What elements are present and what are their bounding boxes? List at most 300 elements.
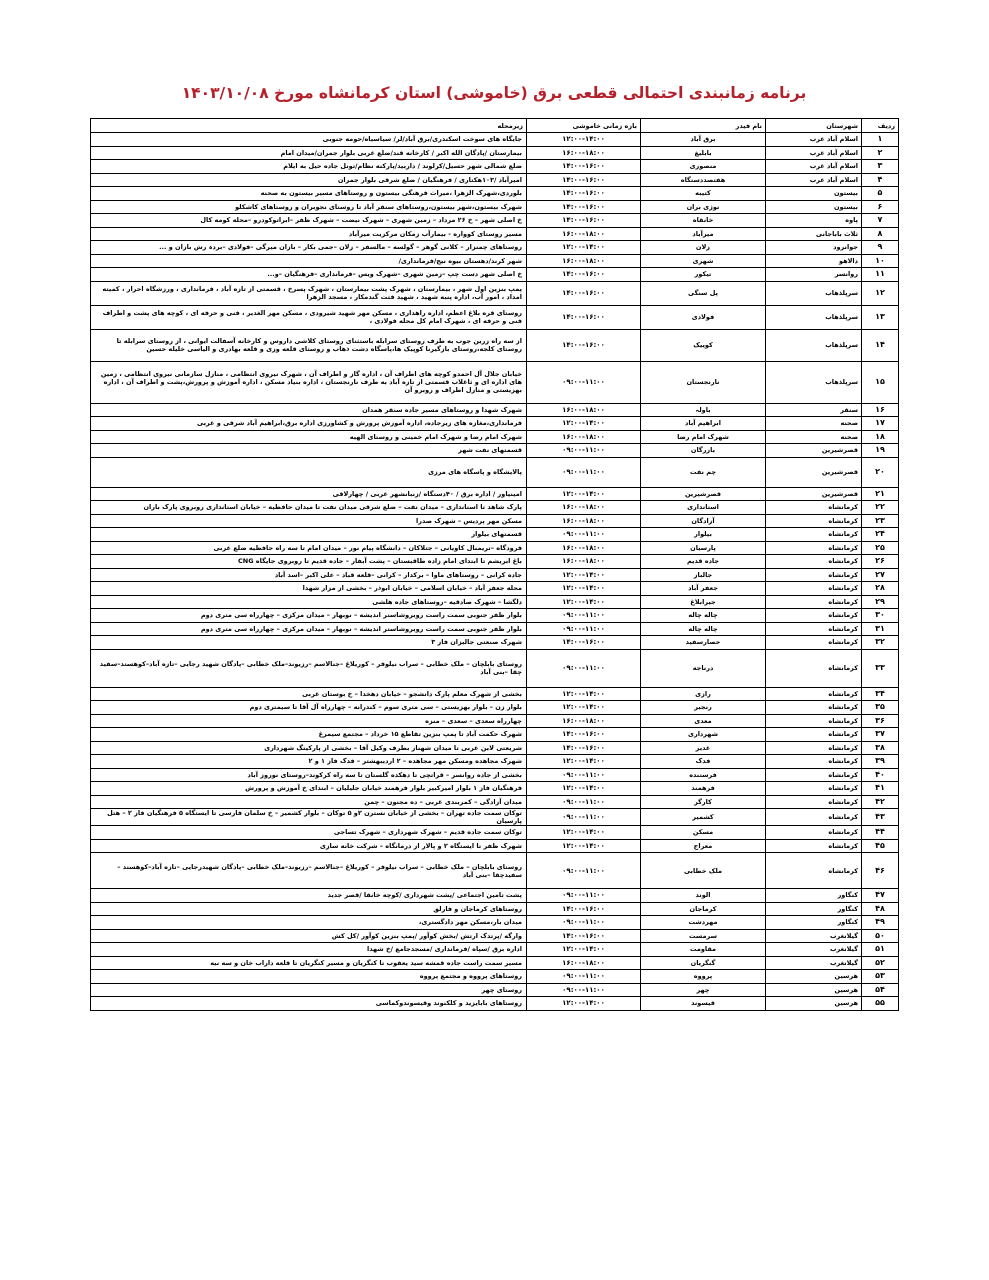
cell-area: پمپ بنزین اول شهر ، بیمارستان ، شهرک پشت بیمارستان ، شهرک پسرخ ، قسمتی از تازه آباد ، فرمانداری ، ورزشگاه احرار ، کمیته امداد ، امور آب، اداره پنبه شهید ، شهید فتت گندمکار ، مسجد الزهرا xyxy=(91,281,527,305)
cell-idx: ۲۴ xyxy=(862,528,899,542)
cell-feeder: فدک xyxy=(641,755,766,769)
cell-time: ۱۴:۰۰-۱۶:۰۰ xyxy=(527,329,641,361)
cell-idx: ۲۲ xyxy=(862,501,899,515)
table-row xyxy=(91,281,899,305)
cell-feeder: بابلیغ xyxy=(641,146,766,160)
cell-idx: ۳۷ xyxy=(862,728,899,742)
cell-time: ۰۹:۰۰-۱۱:۰۰ xyxy=(527,444,641,458)
cell-area: ضلع شمالی شهر حسیل/کرلوند / داربید/پارکنه نظام/تونل جاده حیل به ایلام xyxy=(91,160,527,174)
cell-idx: ۲۸ xyxy=(862,582,899,596)
cell-feeder: قیسوند xyxy=(641,997,766,1011)
table-row xyxy=(91,755,899,769)
table-row xyxy=(91,649,899,687)
cell-city: کرمانشاه xyxy=(766,782,862,796)
cell-idx: ۵۳ xyxy=(862,970,899,984)
cell-idx: ۴۰ xyxy=(862,768,899,782)
table-row xyxy=(91,487,899,501)
cell-feeder: الوند xyxy=(641,889,766,903)
cell-idx: ۵۱ xyxy=(862,943,899,957)
cell-area: بلوار ظفر جنوبی سمت راست روبروشاستر اندیشه – نوبهار – میدان مرکزی – چهارراه سی متری دوم xyxy=(91,609,527,623)
cell-city: کرمانشاه xyxy=(766,826,862,840)
cell-time: ۰۹:۰۰-۱۱:۰۰ xyxy=(527,528,641,542)
table-row xyxy=(91,555,899,569)
cell-idx: ۵۵ xyxy=(862,997,899,1011)
cell-city: کرمانشاه xyxy=(766,687,862,701)
cell-city: کنگاور xyxy=(766,889,862,903)
cell-feeder: باولہ xyxy=(641,403,766,417)
cell-feeder: گنگریان xyxy=(641,956,766,970)
cell-area: روستای قره بلاغ اعظم، اداره راهداری ، مسکن مهر شهید شیرودی ، مسکن مهر الغدیر ، فنی و حرفه ای ، کوچه های پشت و اطراف فنی و حرفه ای ، شهرک امام کل محله فولادی ، xyxy=(91,305,527,329)
cell-time: ۱۲:۰۰-۱۴:۰۰ xyxy=(527,826,641,840)
cell-city: بیستون xyxy=(766,187,862,201)
cell-area: مسیر روستای کوواره - بیمارآب زمکان مرکزیت میرآباد xyxy=(91,227,527,241)
cell-area: خ اصلی شهر – خ ۲۶ مرداد – زمین شهری – شهرک نیضت – شهرک ظفر –ابراتوکودرو –محله کومه کال xyxy=(91,214,527,228)
cell-feeder: نارنجستان xyxy=(641,361,766,403)
cell-time: ۱۶:۰۰-۱۸:۰۰ xyxy=(527,541,641,555)
cell-feeder: پل سنگی xyxy=(641,281,766,305)
table-row xyxy=(91,214,899,228)
cell-city: کرمانشاه xyxy=(766,609,862,623)
table-row xyxy=(91,970,899,984)
cell-city: کرمانشاه xyxy=(766,795,862,809)
cell-area: توکان سمت جاده تهران – بخشی از خیابان نسترن ۲و ۵ توکان – بلوار کشمیر – خ سلمان فارسی تا ایستگاه ۵ فرهنگیان فاز ۲ – هتل پارسیان xyxy=(91,809,527,826)
cell-time: ۰۹:۰۰-۱۱:۰۰ xyxy=(527,970,641,984)
cell-feeder: مقاومت xyxy=(641,943,766,957)
cell-area: فرمانداری،مغازه های زیرجاده، اداره آموزش پرورش و کشاورزی اداره برق،ابراهیم آباد شرقی و غربی xyxy=(91,417,527,431)
cell-city: قصرشیرین xyxy=(766,444,862,458)
header-city: شهرستان xyxy=(766,119,862,133)
cell-idx: ۴۵ xyxy=(862,839,899,853)
cell-idx: ۱۴ xyxy=(862,329,899,361)
cell-area: فرهنگیان فاز ۱ بلوار امیرکبیر بلوار فرهمند خیابان جلیلیان – ابتدای خ آموزش و پرورش xyxy=(91,782,527,796)
header-time: بازه زمانی خاموشی xyxy=(527,119,641,133)
cell-area: خیابان جلال آل احمدو کوچه های اطراف آن ، اداره گاز و اطراف آن ، شهرک نیروی انتظامی ، منازل سازمانی نیروی انتظامی ، زمین های اداره ای و ثاغلاب قسمتی از تازه آباد به طرف نارنجستان ، اداره بنیاد مسکن ، اداره آموزش و پرورش،پشت و اطراف آن ، اداره بهزیستی و منازل اطراف و روبرو آن xyxy=(91,361,527,403)
cell-feeder: جاده قدیم xyxy=(641,555,766,569)
cell-idx: ۲۶ xyxy=(862,555,899,569)
table-row xyxy=(91,444,899,458)
table-row xyxy=(91,160,899,174)
table-row xyxy=(91,795,899,809)
cell-area: روستای بابلچان – ملک خطابی – سراب نیلوفر – کوریلاغ –جنالاسم –رزیوند–ملک خطابی –پادگان شهید رجایی –تازه آباد–کوهستد–سفید چقا –بنی آباد xyxy=(91,649,527,687)
cell-area: شهر کرند/دهستان بیوه نیج/فرمانداری/ xyxy=(91,254,527,268)
cell-idx: ۵۲ xyxy=(862,956,899,970)
header-area: زیرمحله xyxy=(91,119,527,133)
cell-area: بلوار ظفر جنوبی سمت راست روبروشاستر اندیشه – نوبهار – میدان مرکزی – چهارراه سی متری دوم xyxy=(91,622,527,636)
cell-time: ۱۶:۰۰-۱۸:۰۰ xyxy=(527,146,641,160)
table-row xyxy=(91,839,899,853)
cell-idx: ۱۸ xyxy=(862,430,899,444)
cell-feeder: زلان xyxy=(641,241,766,255)
table-row xyxy=(91,430,899,444)
cell-area: مسکن مهر پردیس – شهرک صدرا xyxy=(91,514,527,528)
cell-feeder: رازی xyxy=(641,687,766,701)
cell-feeder: چاله چاله xyxy=(641,609,766,623)
cell-idx: ۳۸ xyxy=(862,741,899,755)
cell-idx: ۲ xyxy=(862,146,899,160)
cell-idx: ۱۹ xyxy=(862,444,899,458)
cell-idx: ۳ xyxy=(862,160,899,174)
table-row xyxy=(91,826,899,840)
cell-time: ۱۲:۰۰-۱۴:۰۰ xyxy=(527,782,641,796)
cell-area: میدان بار،مسکن مهر دادگستری، xyxy=(91,916,527,930)
cell-city: صحنه xyxy=(766,417,862,431)
cell-idx: ۳۶ xyxy=(862,714,899,728)
cell-city: کرمانشاه xyxy=(766,568,862,582)
cell-idx: ۲۱ xyxy=(862,487,899,501)
cell-idx: ۹ xyxy=(862,241,899,255)
cell-city: کرمانشاه xyxy=(766,809,862,826)
cell-idx: ۱۲ xyxy=(862,281,899,305)
cell-time: ۱۴:۰۰-۱۶:۰۰ xyxy=(527,636,641,650)
cell-feeder: استانداری xyxy=(641,501,766,515)
cell-feeder: کارگر xyxy=(641,795,766,809)
table-row xyxy=(91,457,899,487)
cell-time: ۱۲:۰۰-۱۴:۰۰ xyxy=(527,595,641,609)
cell-idx: ۳۰ xyxy=(862,609,899,623)
cell-city: کرمانشاه xyxy=(766,649,862,687)
cell-time: ۱۶:۰۰-۱۸:۰۰ xyxy=(527,501,641,515)
cell-area: پالایشگاه و پاسگاه های مرزی xyxy=(91,457,527,487)
header-idx: ردیف xyxy=(862,119,899,133)
cell-feeder: برق آباد xyxy=(641,133,766,147)
cell-area: جاده کرانی – روستاهای ماوا – برکدار – کرانی –قلعه قباد – علی اکبر –اسد آباد xyxy=(91,568,527,582)
cell-feeder: کشمیر xyxy=(641,809,766,826)
cell-feeder: مهردشت xyxy=(641,916,766,930)
cell-feeder: چم نفت xyxy=(641,457,766,487)
cell-idx: ۴۶ xyxy=(862,853,899,889)
cell-idx: ۱۱ xyxy=(862,268,899,282)
cell-feeder: بازرگان xyxy=(641,444,766,458)
cell-area: توکان سمت جاده قدیم – شهرک شهرداری – شهرک تساجی xyxy=(91,826,527,840)
cell-area: قسمتهای نفت شهر xyxy=(91,444,527,458)
cell-feeder: فرهمند xyxy=(641,782,766,796)
cell-idx: ۳۱ xyxy=(862,622,899,636)
cell-city: ثلاث باباجانی xyxy=(766,227,862,241)
table-row xyxy=(91,568,899,582)
cell-feeder: شهرداری xyxy=(641,728,766,742)
cell-time: ۱۲:۰۰-۱۴:۰۰ xyxy=(527,755,641,769)
cell-feeder: جعفر آباد xyxy=(641,582,766,596)
cell-feeder: هفتصددستگاه xyxy=(641,173,766,187)
table-row xyxy=(91,146,899,160)
cell-area: روستاهای کرماجان و فارلق xyxy=(91,902,527,916)
cell-area: جایگاه های سوخت اسکندری/برق آباد/لر/ سیاسیاه/حومه جنوبی xyxy=(91,133,527,147)
cell-time: ۱۴:۰۰-۱۶:۰۰ xyxy=(527,305,641,329)
cell-city: کنگاور xyxy=(766,902,862,916)
cell-city: جوانرود xyxy=(766,241,862,255)
table-row xyxy=(91,173,899,187)
table-row xyxy=(91,997,899,1011)
cell-feeder: جالباز xyxy=(641,568,766,582)
table-row xyxy=(91,609,899,623)
header-row xyxy=(91,119,899,133)
cell-feeder: خانقاه xyxy=(641,214,766,228)
table-row xyxy=(91,956,899,970)
table-row xyxy=(91,541,899,555)
cell-area: دلگشا – شهرک صادقیه –روستاهای جاده هلشی xyxy=(91,595,527,609)
cell-city: کرمانشاه xyxy=(766,839,862,853)
cell-feeder: منصوری xyxy=(641,160,766,174)
table-row xyxy=(91,417,899,431)
cell-feeder: جیرابلاغ xyxy=(641,595,766,609)
cell-feeder: قصرشیرین xyxy=(641,487,766,501)
cell-feeder: چاله چاله xyxy=(641,622,766,636)
table-row xyxy=(91,528,899,542)
cell-idx: ۲۹ xyxy=(862,595,899,609)
cell-feeder: معدی xyxy=(641,714,766,728)
table-row xyxy=(91,595,899,609)
cell-time: ۱۴:۰۰-۱۶:۰۰ xyxy=(527,741,641,755)
cell-time: ۱۴:۰۰-۱۶:۰۰ xyxy=(527,281,641,305)
cell-time: ۰۹:۰۰-۱۱:۰۰ xyxy=(527,889,641,903)
cell-area: شهرک مجاهده ومسکن مهر مجاهده – ۲ اردیبهشتر – فدک فاز ۱ و ۲ xyxy=(91,755,527,769)
cell-idx: ۵۰ xyxy=(862,929,899,943)
table-row xyxy=(91,403,899,417)
cell-area: امیرآباد /۱۰۳هکتاری / فرهنگیان / ضلع شرقی بلوار جمران xyxy=(91,173,527,187)
cell-feeder: پرووه xyxy=(641,970,766,984)
cell-city: کرمانشاه xyxy=(766,622,862,636)
cell-area: بیمارستان /پادگان الله اکبر / کارخانه قند/ضلع غربی بلوار جمران/میدان امام xyxy=(91,146,527,160)
cell-time: ۱۶:۰۰-۱۸:۰۰ xyxy=(527,555,641,569)
schedule-table xyxy=(90,118,899,1011)
cell-time: ۰۹:۰۰-۱۱:۰۰ xyxy=(527,649,641,687)
cell-area: شهرک امام رضا و شهرک امام خمینی و روستای الهیه xyxy=(91,430,527,444)
cell-time: ۱۲:۰۰-۱۴:۰۰ xyxy=(527,997,641,1011)
cell-feeder: کتیبه xyxy=(641,187,766,201)
table-row xyxy=(91,622,899,636)
cell-idx: ۱۳ xyxy=(862,305,899,329)
table-row xyxy=(91,133,899,147)
cell-city: کرمانشاه xyxy=(766,755,862,769)
cell-time: ۱۶:۰۰-۱۸:۰۰ xyxy=(527,714,641,728)
cell-feeder: بیلوار xyxy=(641,528,766,542)
cell-city: سنقر xyxy=(766,403,862,417)
cell-idx: ۴۴ xyxy=(862,826,899,840)
page-title: برنامه زمانبندی احتمالی قطعی برق (خاموشی) استان کرمانشاه مورخ ۱۴۰۳/۱۰/۰۸ xyxy=(181,84,807,102)
cell-city: کنگاور xyxy=(766,916,862,930)
cell-area: میدان آزادگی – کمربندی غربی – ده مجنون – چمن xyxy=(91,795,527,809)
cell-feeder: رنجبر xyxy=(641,701,766,715)
cell-time: ۱۲:۰۰-۱۴:۰۰ xyxy=(527,687,641,701)
table-row xyxy=(91,514,899,528)
cell-feeder: ملک خطابی xyxy=(641,853,766,889)
cell-city: کرمانشاه xyxy=(766,582,862,596)
cell-feeder: تیکور xyxy=(641,268,766,282)
table-row xyxy=(91,809,899,826)
cell-area: اداره برق /سپاه /فرمانداری /مسجدجامع /خ شهدا xyxy=(91,943,527,957)
cell-time: ۰۹:۰۰-۱۱:۰۰ xyxy=(527,609,641,623)
cell-idx: ۵۴ xyxy=(862,983,899,997)
table-row xyxy=(91,241,899,255)
cell-city: روانسر xyxy=(766,268,862,282)
cell-time: ۱۲:۰۰-۱۴:۰۰ xyxy=(527,582,641,596)
cell-idx: ۲۳ xyxy=(862,514,899,528)
cell-idx: ۳۲ xyxy=(862,636,899,650)
cell-feeder: کرماجان xyxy=(641,902,766,916)
table-row xyxy=(91,728,899,742)
cell-feeder: چهر xyxy=(641,983,766,997)
cell-city: سرپلذهاب xyxy=(766,361,862,403)
cell-time: ۱۶:۰۰-۱۸:۰۰ xyxy=(527,956,641,970)
cell-city: اسلام آباد غرب xyxy=(766,160,862,174)
cell-time: ۰۹:۰۰-۱۱:۰۰ xyxy=(527,795,641,809)
cell-city: کرمانشاه xyxy=(766,768,862,782)
cell-time: ۱۶:۰۰-۱۸:۰۰ xyxy=(527,254,641,268)
table-row xyxy=(91,943,899,957)
cell-idx: ۱ xyxy=(862,133,899,147)
cell-time: ۰۹:۰۰-۱۱:۰۰ xyxy=(527,768,641,782)
cell-feeder: ابراهیم آباد xyxy=(641,417,766,431)
cell-time: ۰۹:۰۰-۱۱:۰۰ xyxy=(527,983,641,997)
cell-idx: ۷ xyxy=(862,214,899,228)
cell-idx: ۴۲ xyxy=(862,795,899,809)
cell-time: ۱۶:۰۰-۱۸:۰۰ xyxy=(527,227,641,241)
cell-area: شهرک بیستون،شهر بیستون،روستاهای سنقر آباد تا روستای نجوبران و روستاهای کاشکلو xyxy=(91,200,527,214)
table-row xyxy=(91,305,899,329)
cell-area: مسیر سمت راست جاده قمشه سید یعقوب تا کنگریان و مسیر کنگریان تا قلعه داراب خان و سه نیه xyxy=(91,956,527,970)
cell-city: اسلام آباد غرب xyxy=(766,133,862,147)
cell-time: ۱۲:۰۰-۱۴:۰۰ xyxy=(527,568,641,582)
table-row xyxy=(91,983,899,997)
cell-time: ۱۶:۰۰-۱۸:۰۰ xyxy=(527,430,641,444)
cell-time: ۱۴:۰۰-۱۶:۰۰ xyxy=(527,200,641,214)
cell-idx: ۴۱ xyxy=(862,782,899,796)
cell-city: پاوه xyxy=(766,214,862,228)
cell-city: قصرشیرین xyxy=(766,457,862,487)
cell-feeder: مسکن xyxy=(641,826,766,840)
table-row xyxy=(91,501,899,515)
table-row xyxy=(91,361,899,403)
cell-idx: ۲۵ xyxy=(862,541,899,555)
cell-city: گیلانغرب xyxy=(766,943,862,957)
cell-feeder: سرمست xyxy=(641,929,766,943)
cell-time: ۰۹:۰۰-۱۱:۰۰ xyxy=(527,853,641,889)
cell-time: ۱۴:۰۰-۱۶:۰۰ xyxy=(527,902,641,916)
cell-time: ۱۲:۰۰-۱۴:۰۰ xyxy=(527,417,641,431)
cell-idx: ۶ xyxy=(862,200,899,214)
cell-city: کرمانشاه xyxy=(766,555,862,569)
cell-feeder: حصارسفید xyxy=(641,636,766,650)
cell-feeder: آزادگان xyxy=(641,514,766,528)
cell-feeder: نوژی بران xyxy=(641,200,766,214)
table-row xyxy=(91,782,899,796)
cell-idx: ۴۳ xyxy=(862,809,899,826)
cell-area: فرودگاه –تریمنال کاویانی – جتلاکان – دانشگاه پیام نور – میدان امام تا سه راه حافظیه ضلع غربی xyxy=(91,541,527,555)
cell-area: بخشی از شهرک معلم پارک دانشجو – خیابان دهخدا – خ بوستان غربی xyxy=(91,687,527,701)
cell-time: ۰۹:۰۰-۱۱:۰۰ xyxy=(527,809,641,826)
cell-city: سرپلذهاب xyxy=(766,281,862,305)
cell-area: بخشی از جاده روانسر – قراتچی تا دهکده گلستان تا سه راه کرکوند–روستای نوروز آباد xyxy=(91,768,527,782)
cell-idx: ۱۶ xyxy=(862,403,899,417)
table-body xyxy=(91,133,899,1011)
cell-idx: ۴ xyxy=(862,173,899,187)
cell-feeder: شهری xyxy=(641,254,766,268)
cell-idx: ۴۸ xyxy=(862,902,899,916)
cell-time: ۱۲:۰۰-۱۴:۰۰ xyxy=(527,701,641,715)
cell-time: ۱۲:۰۰-۱۴:۰۰ xyxy=(527,133,641,147)
cell-city: دالاهو xyxy=(766,254,862,268)
table-row xyxy=(91,636,899,650)
cell-idx: ۳۹ xyxy=(862,755,899,769)
cell-city: سرپلذهاب xyxy=(766,305,862,329)
cell-idx: ۳۳ xyxy=(862,649,899,687)
cell-city: کرمانشاه xyxy=(766,528,862,542)
cell-city: کرمانشاه xyxy=(766,501,862,515)
cell-time: ۱۲:۰۰-۱۴:۰۰ xyxy=(527,241,641,255)
cell-idx: ۴۷ xyxy=(862,889,899,903)
cell-area: چهارراه سعدی – سعدی – منزه xyxy=(91,714,527,728)
cell-city: کرمانشاه xyxy=(766,728,862,742)
table-row xyxy=(91,329,899,361)
cell-time: ۱۴:۰۰-۱۶:۰۰ xyxy=(527,187,641,201)
cell-area: روستای چهر xyxy=(91,983,527,997)
cell-time: ۱۴:۰۰-۱۶:۰۰ xyxy=(527,173,641,187)
cell-area: باغ ابریشم تا ابتدای امام زاده طاقبستان – پشت آبفار – جاده قدیم تا روبروی جایگاه CNG xyxy=(91,555,527,569)
cell-time: ۱۴:۰۰-۱۶:۰۰ xyxy=(527,214,641,228)
cell-area: روستاهای چمنزار – کلانی گوهر – گولسه – مالسفر – زلان –جمی بکار – بازان میرگی –فولادی –بردہ رش بازان و ... xyxy=(91,241,527,255)
cell-city: گیلانغرب xyxy=(766,956,862,970)
cell-city: هرسین xyxy=(766,983,862,997)
cell-time: ۱۶:۰۰-۱۸:۰۰ xyxy=(527,403,641,417)
header-feeder: نام فیدر xyxy=(641,119,766,133)
cell-time: ۱۶:۰۰-۱۸:۰۰ xyxy=(527,514,641,528)
cell-idx: ۸ xyxy=(862,227,899,241)
table-row xyxy=(91,187,899,201)
cell-area: شریعتی لاین غربی تا میدان شهناز بطرف وکیل آقا – بخشی از پارکینگ شهرداری xyxy=(91,741,527,755)
cell-feeder: شهرک امام رضا xyxy=(641,430,766,444)
cell-area: شهرک ظفر تا ایستگاه ۲ و پالار از درمانگاه – شرکت خانه سازی xyxy=(91,839,527,853)
cell-time: ۱۴:۰۰-۱۶:۰۰ xyxy=(527,929,641,943)
table-row xyxy=(91,768,899,782)
cell-area: روستاهای پرووه و مجتمع پرووه xyxy=(91,970,527,984)
cell-time: ۱۲:۰۰-۱۴:۰۰ xyxy=(527,943,641,957)
cell-idx: ۵ xyxy=(862,187,899,201)
cell-feeder: میرآباد xyxy=(641,227,766,241)
table-row xyxy=(91,741,899,755)
cell-area: خ اصلی شهر دست چپ –زمین شهری –شهرک ویس –فرمانداری –فرهنگیان –و... xyxy=(91,268,527,282)
cell-feeder: کوییک xyxy=(641,329,766,361)
cell-idx: ۲۰ xyxy=(862,457,899,487)
table-row xyxy=(91,254,899,268)
cell-area: شهرک شهدا و روستاهای مسیر جاده سنقر همدان xyxy=(91,403,527,417)
cell-city: هرسین xyxy=(766,997,862,1011)
cell-time: ۰۹:۰۰-۱۱:۰۰ xyxy=(527,622,641,636)
cell-idx: ۱۰ xyxy=(862,254,899,268)
cell-idx: ۴۹ xyxy=(862,916,899,930)
cell-area: بلوار زن – بلوار بهزیستی – سی متری سوم – کندرانه – چهارراه آل آقا تا سیمتری دوم xyxy=(91,701,527,715)
cell-city: کرمانشاه xyxy=(766,853,862,889)
cell-city: قصرشیرین xyxy=(766,487,862,501)
cell-time: ۱۴:۰۰-۱۶:۰۰ xyxy=(527,160,641,174)
cell-area: محله جعفر آباد – خیابان اسلامی – خیابان ابوذر – بخشی از مزار شهدا xyxy=(91,582,527,596)
cell-area: پارک شاهد تا استانداری – میدان نفت – ضلع شرقی میدان نفت تا میدان حافظیه – خیابان استانداری روبروی پارک باران xyxy=(91,501,527,515)
table-row xyxy=(91,853,899,889)
cell-time: ۱۲:۰۰-۱۴:۰۰ xyxy=(527,487,641,501)
cell-feeder: پارسیان xyxy=(641,541,766,555)
cell-area: روستای بابلچان – ملک خطابی – سراب نیلوفر – کوریلاغ –جنالاسم –رزیوند–ملک خطابی –پادگان شهیدرجایی –تازه آباد–کوهستد –سفیدچقا –بنی آباد xyxy=(91,853,527,889)
cell-city: کرمانشاه xyxy=(766,714,862,728)
table-row xyxy=(91,714,899,728)
cell-idx: ۱۷ xyxy=(862,417,899,431)
table-row xyxy=(91,200,899,214)
cell-feeder: غدیر xyxy=(641,741,766,755)
cell-city: اسلام آباد غرب xyxy=(766,146,862,160)
cell-city: کرمانشاه xyxy=(766,541,862,555)
cell-time: ۱۲:۰۰-۱۴:۰۰ xyxy=(527,839,641,853)
table-row xyxy=(91,916,899,930)
cell-area: قسمتهای بیلوار xyxy=(91,528,527,542)
table-row xyxy=(91,701,899,715)
